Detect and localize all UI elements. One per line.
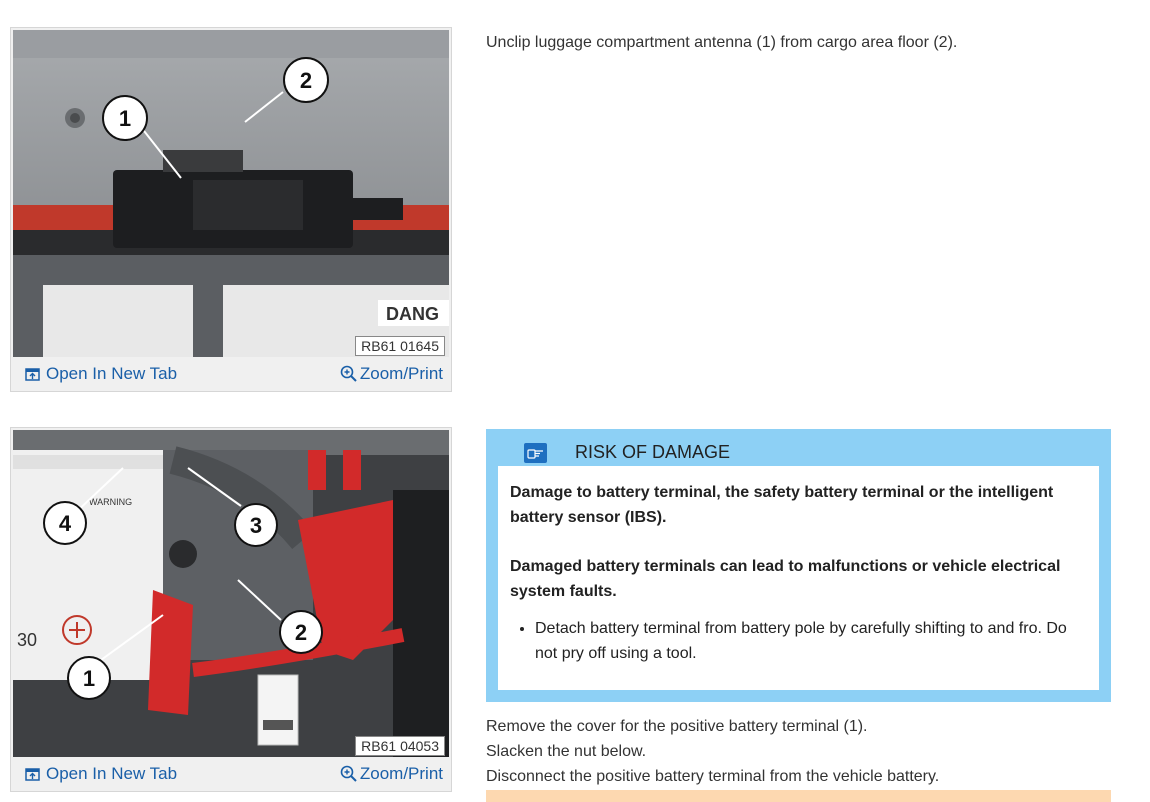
figure-links	[11, 759, 451, 789]
zoom-print-link[interactable]	[340, 764, 443, 784]
figure-battery-terminal	[10, 427, 452, 792]
callout-1	[103, 96, 147, 140]
notice-title: RISK OF DAMAGE	[575, 442, 731, 462]
open-new-tab-link[interactable]	[25, 764, 177, 784]
open-new-tab-icon	[25, 368, 40, 381]
callout-1	[68, 657, 110, 699]
zoom-print-label: Zoom/Print	[359, 364, 443, 383]
zoom-in-icon	[340, 765, 358, 783]
instruction-line-1: Remove the cover for the positive battery terminal (1).	[486, 718, 868, 735]
instruction-line-3: Disconnect the positive battery terminal from the vehicle battery.	[486, 768, 940, 785]
battery-label-text: 30	[17, 630, 38, 650]
notice-paragraph-1: Damage to battery terminal, the safety battery terminal or the intelligent battery sensor (IBS).	[510, 484, 1054, 526]
svg-text:4: 4	[58, 511, 72, 536]
svg-text:3: 3	[249, 513, 263, 538]
image-code: RB61 01645	[355, 336, 445, 356]
step-instruction-battery	[486, 714, 939, 789]
sticker-text: DANG	[386, 304, 439, 324]
open-new-tab-label: Open In New Tab	[46, 764, 178, 783]
notice-bullet: • Detach battery terminal from battery pole by carefully shifting to and fro. Do not pry off using a tool.	[535, 616, 1087, 666]
notice-list	[510, 616, 1087, 666]
callout-3	[235, 504, 277, 546]
open-new-tab-label: Open In New Tab	[46, 364, 178, 383]
notice-header	[524, 442, 730, 463]
callout-4	[44, 502, 86, 544]
svg-text:2: 2	[299, 68, 313, 93]
open-new-tab-link[interactable]	[25, 364, 177, 384]
callout-2	[280, 611, 322, 653]
notice-body	[498, 466, 1099, 690]
figure-antenna	[10, 27, 452, 392]
notice-paragraph-2: Damaged battery terminals can lead to malfunctions or vehicle electrical system faults.	[510, 558, 1061, 600]
step-instruction-antenna: Unclip luggage compartment antenna (1) from cargo area floor (2).	[486, 34, 958, 51]
photo-battery-terminal[interactable]	[13, 430, 449, 757]
risk-of-damage-notice	[486, 429, 1111, 702]
open-new-tab-icon	[25, 768, 40, 781]
callout-2	[284, 58, 328, 102]
zoom-print-label: Zoom/Print	[359, 764, 443, 783]
image-code: RB61 04053	[355, 736, 445, 756]
zoom-in-icon	[340, 365, 358, 383]
svg-text:1: 1	[118, 106, 132, 131]
battery-warning-text: WARNING	[89, 497, 133, 507]
instruction-line-2: Slacken the nut below.	[486, 743, 647, 760]
photo-antenna[interactable]	[13, 30, 449, 357]
svg-text:1: 1	[82, 666, 96, 691]
pointing-hand-icon	[524, 443, 547, 463]
figure-links	[11, 359, 451, 389]
next-notice-frame	[486, 790, 1111, 802]
zoom-print-link[interactable]	[340, 364, 443, 384]
svg-text:2: 2	[294, 620, 308, 645]
